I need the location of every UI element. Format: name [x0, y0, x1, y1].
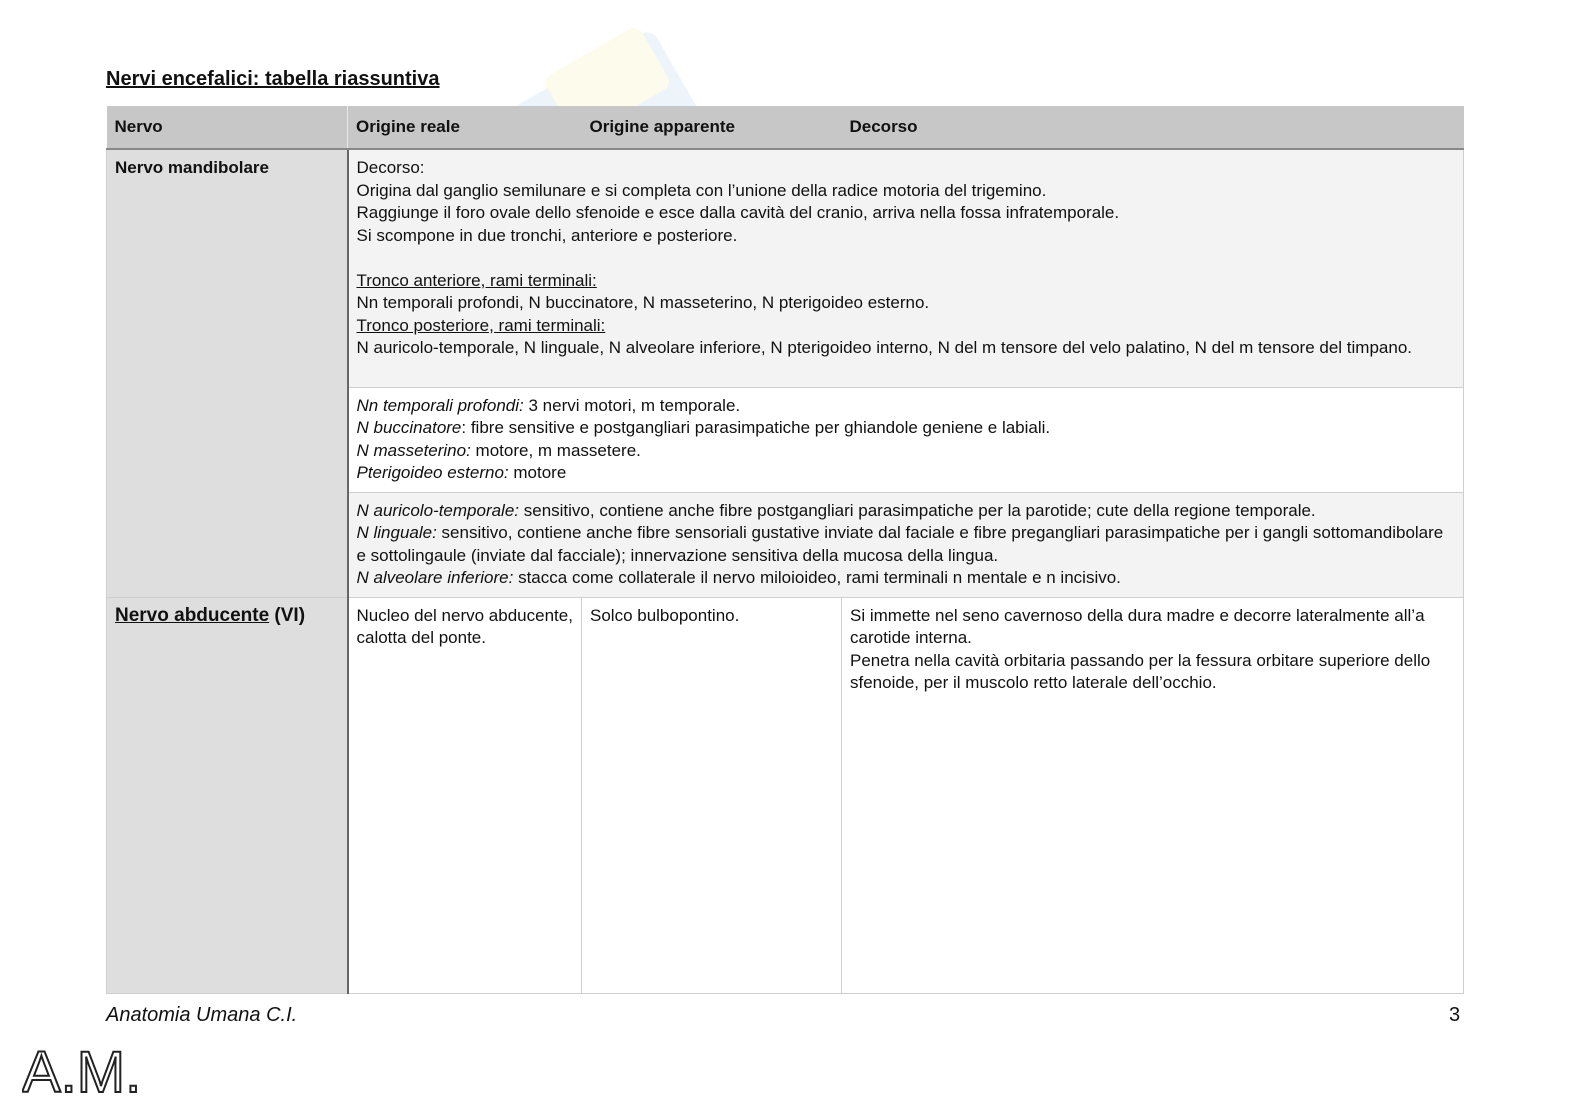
abducente-origine-reale: Nucleo del nervo abducente, calotta del ponte. — [348, 597, 582, 994]
branch-line: N linguale: sensitivo, contiene anche fibre sensoriali gustative inviate dal faciale e fibre pregangliari parasimpatiche per i gangli sottomandibolare e sottolingaule (inviate dal facciale); innervazione sensitiva della mucosa della lingua. — [356, 523, 1444, 565]
header-origine-apparente: Origine apparente — [582, 106, 842, 149]
nerves-table — [106, 106, 1464, 994]
branch-line: N masseterino: motore, m massetere. — [356, 440, 641, 460]
abducente-decorso — [842, 597, 1464, 994]
decorso-line: Raggiunge il foro ovale dello sfenoide e esce dalla cavità del cranio, arriva nella fossa infratemporale. — [356, 203, 1120, 222]
page-title: Nervi encefalici: tabella riassuntiva — [106, 68, 440, 90]
header-decorso: Decorso — [842, 106, 1464, 149]
nerve-name-mandibolare: Nervo mandibolare — [107, 149, 348, 597]
table-header-row — [107, 106, 1464, 149]
abducente-origine-apparente: Solco bulbopontino. — [582, 597, 842, 994]
footer-page-number: 3 — [1449, 1004, 1461, 1026]
footer-course-name: Anatomia Umana C.I. — [106, 1004, 298, 1026]
table-row — [107, 597, 1464, 994]
nerve-name-abducente: Nervo abducente (VI) — [107, 597, 348, 994]
decorso-line: Si immette nel seno cavernoso della dura madre e decorre lateralmente all’a carotide interna. — [850, 605, 1425, 647]
tronco-anteriore-label: Tronco anteriore, rami terminali: — [356, 270, 597, 290]
decorso-line: Penetra nella cavità orbitaria passando per la fessura orbitare superiore dello sfenoide, per il muscolo retto laterale dell’occhio. — [850, 650, 1431, 692]
branch-line: N alveolare inferiore: stacca come collaterale il nervo miloioideo, rami terminali n mentale e n incisivo. — [356, 568, 1121, 587]
am-logo-text: A.M. — [22, 1040, 142, 1100]
decorso-heading: Decorso: — [356, 158, 425, 177]
tronco-posteriore-label: Tronco posteriore, rami terminali: — [356, 315, 606, 335]
branch-line: Nn temporali profondi: 3 nervi motori, m temporale. — [356, 395, 741, 415]
branch-line: Pterigoideo esterno: motore — [356, 463, 567, 482]
header-nervo: Nervo — [107, 106, 348, 149]
mandibolare-decorso-cell — [348, 149, 1464, 387]
branch-line: N auricolo-temporale: sensitivo, contiene anche fibre postgangliari parasimpatiche per la parotide; cute della regione temporale. — [356, 500, 1316, 520]
branch-line: N buccinatore: fibre sensitive e postgangliari parasimpatiche per ghiandole geniene e labiali. — [356, 418, 1051, 437]
mandibolare-posterior-branches-cell — [348, 492, 1464, 597]
table-row — [107, 149, 1464, 387]
header-origine-reale: Origine reale — [348, 106, 582, 149]
decorso-line: Origina dal ganglio semilunare e si completa con l’unione della radice motoria del trigemino. — [356, 180, 1047, 200]
tronco-anteriore-text: Nn temporali profondi, N buccinatore, N masseterino, N pterigoideo esterno. — [356, 293, 930, 312]
tronco-posteriore-text: N auricolo-temporale, N linguale, N alveolare inferiore, N pterigoideo interno, N del m tensore del velo palatino, N del m tensore del timpano. — [356, 338, 1412, 357]
am-logo — [22, 1040, 162, 1100]
decorso-line: Si scompone in due tronchi, anteriore e posteriore. — [356, 225, 738, 245]
mandibolare-anterior-branches-cell — [348, 387, 1464, 492]
